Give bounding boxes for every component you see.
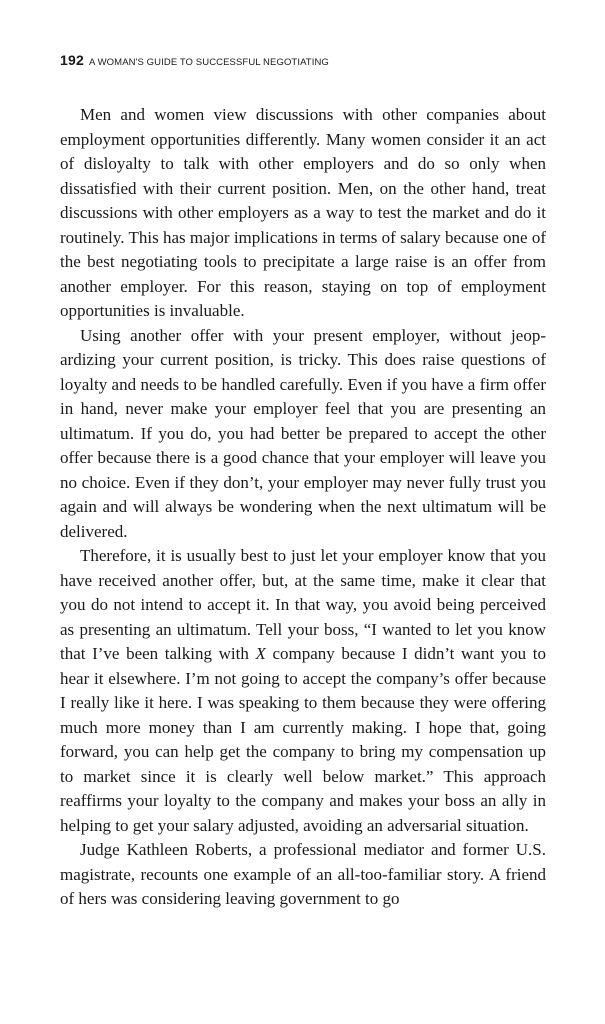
text-segment: Men and women view discussions with other companies about employment opportunities differently. Many women consider it an act of disloyalty to talk with other employers and do so only when dissatisfied with their current position. Men, on the other hand, treat discussions with other employers as a way to test the market and do it routinely. This has major implications in terms of salary because one of the best negotiating tools to precipitate a large raise is an offer from another employer. For this reason, staying on top of employment opportunities is invaluable. (60, 105, 546, 320)
text-segment-italic: X (255, 644, 266, 663)
paragraph (60, 103, 546, 324)
book-title: A WOMAN'S GUIDE TO SUCCESSFUL NEGOTIATING (88, 57, 329, 68)
paragraph (60, 838, 546, 912)
paragraph (60, 544, 546, 838)
text-segment: Therefore, it is usually best to just let your employer know that you have received another offer, but, at the same time, make it clear that you do not intend to accept it. In that way, you avoid being perceived as presenting an ultimatum. Tell your boss, “I wanted to let you know that I’ve been talking with (60, 546, 546, 663)
text-segment: Judge Kathleen Roberts, a professional mediator and former U.S. magistrate, recounts one example of an all-too-familiar story. A friend of hers was considering leaving government to go (60, 840, 546, 908)
text-segment: company because I didn’t want you to hear it elsewhere. I’m not going to accept the company’s offer because I really like it here. I was speaking to them because they were offering much more money than I am currently making. I hope that, going forward, you can help get the company to bring my compensation up to market since it is clearly well below market.” This approach reaffirms your loyalty to the company and makes your boss an ally in helping to get your salary adjusted, avoiding an adversarial situation. (60, 644, 547, 835)
page-number: 192 (60, 52, 84, 68)
running-head (60, 52, 329, 70)
text-segment: Using another offer with your present employer, without jeopardizing your current position, is tricky. This does raise questions of loyalty and needs to be handled carefully. Even if you have a firm offer in hand, never make your employer feel that you are presenting an ultimatum. If you do, you had better be prepared to accept the other offer because there is a good chance that your employer will leave you no choice. Even if they don’t, your employer may never fully trust you again and will always be wondering when the next ultimatum will be delivered. (60, 325, 546, 541)
paragraph (60, 324, 546, 545)
body-text (60, 103, 546, 912)
